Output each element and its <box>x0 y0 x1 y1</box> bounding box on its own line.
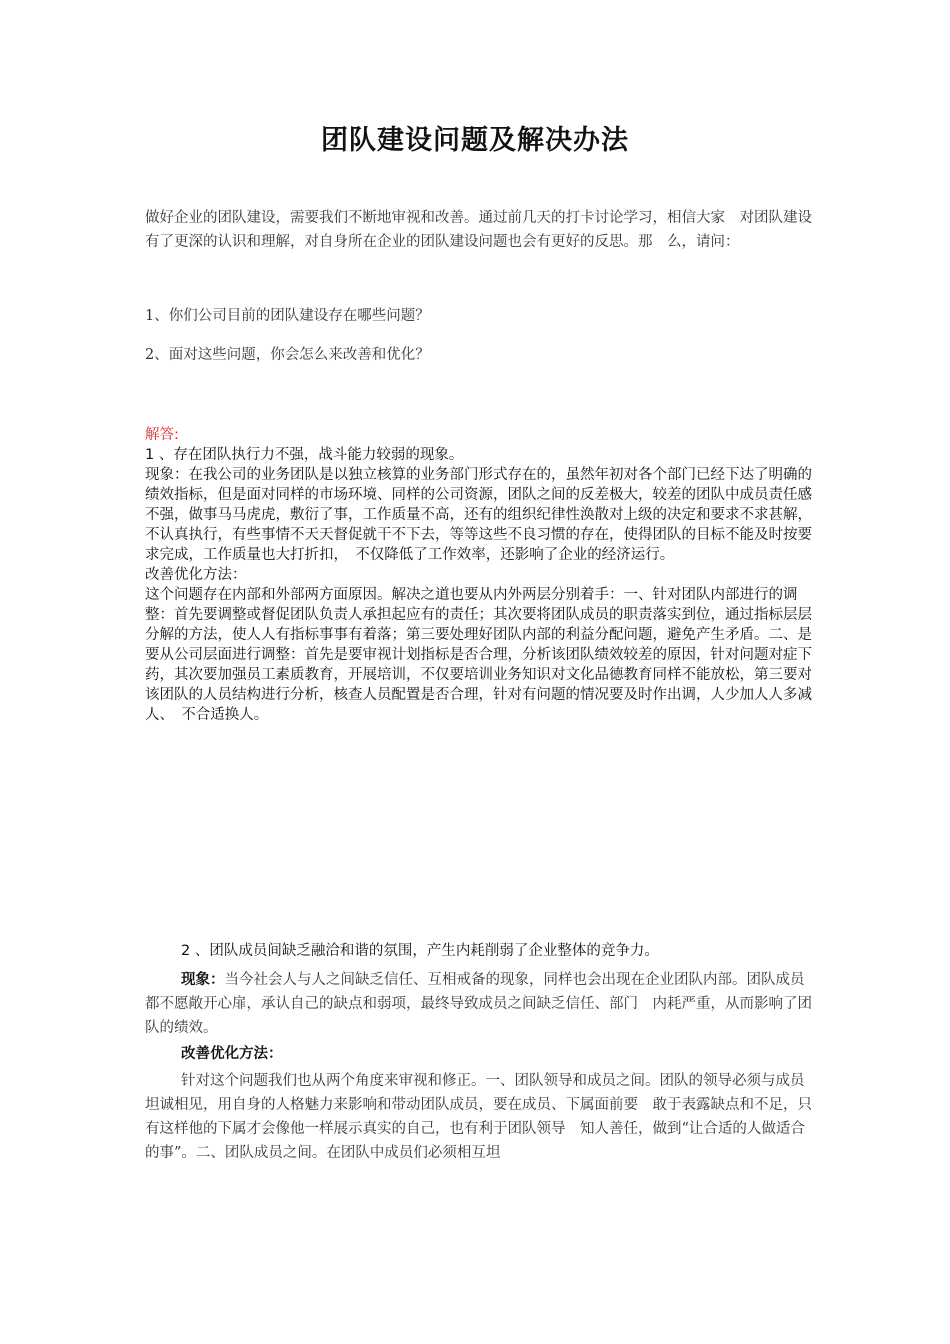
question-2: 2、面对这些问题，你会怎么来改善和优化？ <box>145 347 430 363</box>
document-title: 团队建设问题及解决办法 <box>321 125 629 156</box>
section1-heading: 1 、存在团队执行力不强，战斗能力较弱的现象。 <box>145 447 464 463</box>
section1-method: 这个问题存在内部和外部两方面原因。解决之道也要从内外两层分别着手：一、针对团队内部进行的调整：首先要调整或督促团队负责人承担起应有的责任；其次要将团队成员的职责落实到位，通过指标层层分解的方法，使人人有指标事事有着落；第三要处理好团队内部的利益分配问题，避免产生矛盾。二、是要从公司层面进行调整：首先是要审视计划指标是否合理，分析该团队绩效较差的原因，针对问题对症下药，其次要加强员工素质教育，开展培训，不仅要培训业务知识对文化品德教育同样不能放松，第三要对该团队的人员结构进行分析，核查人员配置是否合理，针对有问题的情况要及时作出调，人少加人人多减人、 不合适换人。 <box>145 587 812 723</box>
section1-phenomenon: 现象：在我公司的业务团队是以独立核算的业务部门形式存在的，虽然年初对各个部门已经下达了明确的绩效指标，但是面对同样的市场环境、同样的公司资源，团队之间的反差极大，较差的团队中成员责任感不强，做事马马虎虎，敷衍了事，工作质量不高，还有的组织纪律性涣散对上级的决定和要求不求甚解，不认真执行，有些事情不天天督促就干不下去，等等这些不良习惯的存在，使得团队的目标不能及时按要求完成，工作质量也大打折扣， 不仅降低了工作效率，还影响了企业的经济运行。 <box>145 467 812 563</box>
answer-section-1 <box>145 425 815 725</box>
intro-paragraph: 做好企业的团队建设，需要我们不断地审视和改善。通过前几天的打卡讨论学习，相信大家 对团队建设有了更深的认识和理解，对自身所在企业的团队建设问题也会有更好的反思。那 么，请问： <box>145 210 812 250</box>
question-1: 1、你们公司目前的团队建设存在哪些问题？ <box>145 308 430 324</box>
section2-phenomenon-label: 现象： <box>181 972 225 988</box>
section2-heading: 2 、团队成员间缺乏融洽和谐的氛围，产生内耗削弱了企业整体的竞争力。 <box>181 943 659 959</box>
section1-method-label: 改善优化方法： <box>145 567 247 583</box>
section2-method: 针对这个问题我们也从两个角度来审视和修正。一、团队领导和成员之间。团队的领导必须与成员坦诚相见，用自身的人格魅力来影响和带动团队成员，要在成员、下属面前要 敢于表露缺点和不足，只有这样他的下属才会像他一样展示真实的自己，也有利于团队领导 知人善任，做到“让合适的人做适合的事”。二、团队成员之间。在团队中成员们必须相互坦 <box>145 1073 812 1161</box>
section2-phenomenon-text: 当今社会人与人之间缺乏信任、互相戒备的现象，同样也会出现在企业团队内部。团队成员都不愿敞开心扉，承认自己的缺点和弱项，最终导致成员之间缺乏信任、部门 内耗严重，从而影响了团队的绩效。 <box>145 972 812 1036</box>
section2-method-label: 改善优化方法： <box>181 1046 283 1062</box>
answer-label: 解答: <box>145 427 179 443</box>
section2-phenomenon-paragraph <box>145 968 815 1040</box>
